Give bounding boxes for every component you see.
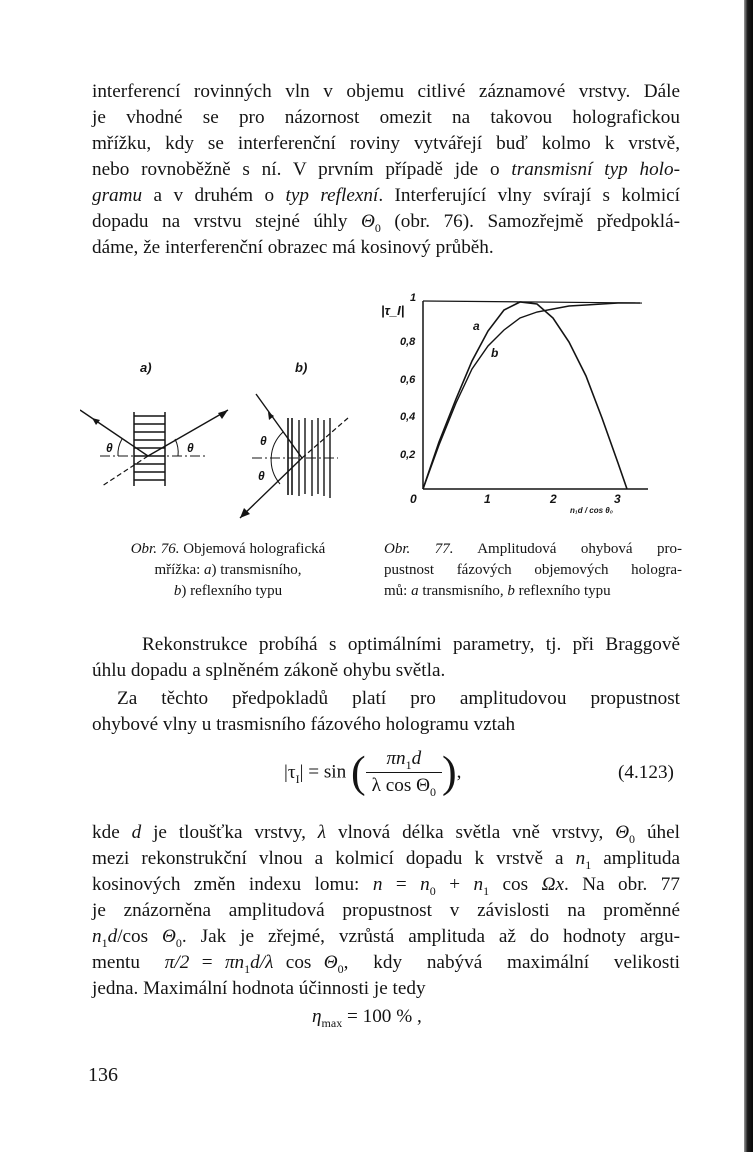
equation-eta-max [312,1006,422,1028]
caption-prefix: Obr. 77. [384,541,454,557]
equation-number: (4.123) [618,762,674,783]
x-tick: 0 [410,492,417,506]
caption-line [384,539,682,560]
caption-text: reflexního typu [514,583,611,599]
page-number: 136 [88,1064,118,1086]
text-segment: /cos [117,926,163,947]
math-symbol: | [299,761,304,783]
text-segment: amplituda [591,848,681,869]
math-symbol: n [420,874,430,895]
math-symbol: λ cos Θ [371,775,431,796]
caption-text: mřížka: [154,562,205,578]
equation-lhs [284,761,304,786]
equation-comma: , [456,761,462,783]
text-line: úhlu dopadu a splněném zákoně ohybu světla. [92,660,446,681]
math-subscript: 0 [374,220,381,235]
text-line: Rekonstrukce probíhá s optimálními parametry, tj. při Braggově [142,634,680,655]
numerator [366,748,442,773]
paragraph-definitions [92,820,680,1002]
text-line [92,183,680,209]
text-segment: vlnová délka světla vně vrstvy, [326,822,616,843]
denominator [366,773,442,797]
caption-text: transmisního, [418,583,508,599]
caption-prefix: Obr. 76. [130,541,180,557]
y-tick: 0,6 [400,374,416,386]
math-symbol: |τ [284,761,296,783]
text-line [92,924,680,950]
text-segment: nebo rovnoběžně s ní. V prvním případě jde o [92,159,512,180]
x-tick: 3 [614,492,621,506]
text-segment: kde [92,822,132,843]
left-paren: ( [351,747,366,797]
caption-italic: b [173,583,182,599]
math-symbol: Θ [615,822,630,843]
x-tick: 1 [484,492,491,506]
math-subscript: 1 [244,961,251,976]
theta-label: θ [187,441,194,455]
equation-operator: = sin [303,761,352,783]
caption-text: Objemová holografická [179,541,326,557]
math-subscript: 1 [101,935,108,950]
y-axis-label: |τ_I| [381,303,405,318]
text-segment: + [435,874,474,895]
text-segment: a v druhém o [142,185,286,206]
text-segment: . Jak je zřejmé, vzrůstá amplituda až do hodnoty argu- [181,926,680,947]
text-line: jedna. Maximální hodnota účinnosti je tedy [92,978,426,999]
math-subscript: 1 [483,883,490,898]
figure-77-chart [370,285,670,535]
text-line: mřížku, kdy se interferenční roviny vytvářejí buď kolmo k vrstvě, [92,133,680,154]
caption-italic: b [507,583,515,599]
caption-text: Amplitudová ohybová pro- [453,541,682,557]
diagram-a [80,410,228,486]
math-symbol: n [473,874,484,895]
figure-77-caption [384,539,682,602]
curve-a [423,302,627,489]
text-line: je znázorněna amplitudová propustnost v závislosti na proměnné [92,900,680,921]
text-line [92,950,680,976]
x-tick: 2 [550,492,557,506]
y-tick: 0,4 [400,411,416,423]
caption-italic: a [411,583,419,599]
math-subscript: 0 [629,831,636,846]
math-symbol: d/λ [250,952,274,973]
math-subscript: 1 [405,757,412,772]
theta-label: θ [106,441,113,455]
text-segment: dopadu na vrstvu stejné úhly [92,211,361,232]
label-a: a) [140,360,152,375]
math-symbol: d [411,748,422,769]
math-subscript: 0 [175,935,182,950]
text-line: Za těchto předpokladů platí pro amplitudovou propustnost [117,688,680,709]
math-subscript: 0 [430,784,437,799]
math-symbol: Ωx [541,874,564,895]
text-line [92,209,680,235]
text-segment: . Interferující vlny svírají s kolmicí [378,185,680,206]
caption-line [88,581,368,602]
curve-label-b: b [491,346,499,360]
text-segment: mezi rekonstrukční vlnou a kolmicí dopadu k vrstvě a [92,848,576,869]
chart-axes [423,301,648,489]
math-symbol: π/2 [164,952,190,973]
text-segment: cos [489,874,542,895]
paragraph-assumptions [92,686,680,738]
text-segment: = [189,952,225,973]
math-symbol: η [312,1006,322,1027]
text-line: ohybové vlny u trasmisního fázového hologramu vztah [92,714,516,735]
paragraph-reconstruction [92,632,680,684]
label-b: b) [295,360,308,375]
text-line: dáme, že interferenční obrazec má kosinový průběh. [92,237,494,258]
caption-line [88,539,368,560]
text-line: je vhodné se pro názornost omezit na takovou holografickou [92,107,680,128]
caption-line: pustnost fázových objemových hologra- [384,562,682,578]
text-segment: mentu [92,952,165,973]
math-subscript: 0 [337,961,344,976]
math-symbol: Θ [323,952,338,973]
text-segment: cos [273,952,324,973]
y-tick-1: 1 [410,292,417,304]
text-segment: je tloušťka vrstvy, [141,822,318,843]
text-line [92,872,680,898]
y-tick: 0,2 [400,449,416,461]
x-axis-label: n₁d / cos θ₀ [570,506,613,515]
math-subscript: 1 [585,857,592,872]
math-symbol: πn [386,748,406,769]
figure-76-caption [88,539,368,602]
math-symbol: n [92,926,102,947]
italic-term: transmisní typ holo- [511,159,680,180]
math-subscript: I [295,771,300,786]
intro-paragraph [92,79,680,261]
math-symbol: n [372,874,383,895]
math-symbol: πn [224,952,245,973]
text-line: interferencí rovinných vln v objemu citlivé záznamové vrstvy. Dále [92,81,680,102]
theta-label: θ [258,469,265,483]
math-symbol: d [107,926,118,947]
caption-line [384,581,682,602]
theta-label: θ [260,434,267,448]
diagram-b [240,394,348,518]
text-segment: . Na obr. 77 [563,874,680,895]
italic-term: gramu [92,185,143,206]
caption-italic: a [204,562,212,578]
caption-line [88,560,368,581]
math-symbol: Θ [162,926,176,947]
italic-term: typ reflexní [285,185,379,206]
scan-border [744,0,753,1152]
caption-text: ) reflexního typu [181,583,283,599]
math-symbol: λ [317,822,327,843]
text-segment: , kdy nabývá maximální velikosti [343,952,680,973]
math-subscript: max [321,1015,343,1030]
text-segment: úhel [635,822,680,843]
y-tick: 0,8 [400,336,416,348]
equation-rhs: = 100 % , [342,1006,422,1027]
caption-text: mů: [384,583,412,599]
curve-b [423,303,640,489]
text-line [92,820,680,846]
figure-76-diagram [80,290,370,530]
equation-4-123 [284,748,461,797]
math-symbol: Θ [361,211,375,232]
equation-fraction [366,748,442,797]
right-paren: ) [442,747,457,797]
text-segment: = [382,874,421,895]
curve-label-a: a [473,319,480,333]
caption-text: ) transmisního, [211,562,302,578]
text-line [92,846,680,872]
math-symbol: d [131,822,142,843]
math-subscript: 0 [429,883,436,898]
text-segment: (obr. 76). Samozřejmě předpoklá- [380,211,680,232]
text-segment: kosinových změn indexu lomu: [92,874,373,895]
math-symbol: n [575,848,586,869]
text-line [92,157,680,183]
